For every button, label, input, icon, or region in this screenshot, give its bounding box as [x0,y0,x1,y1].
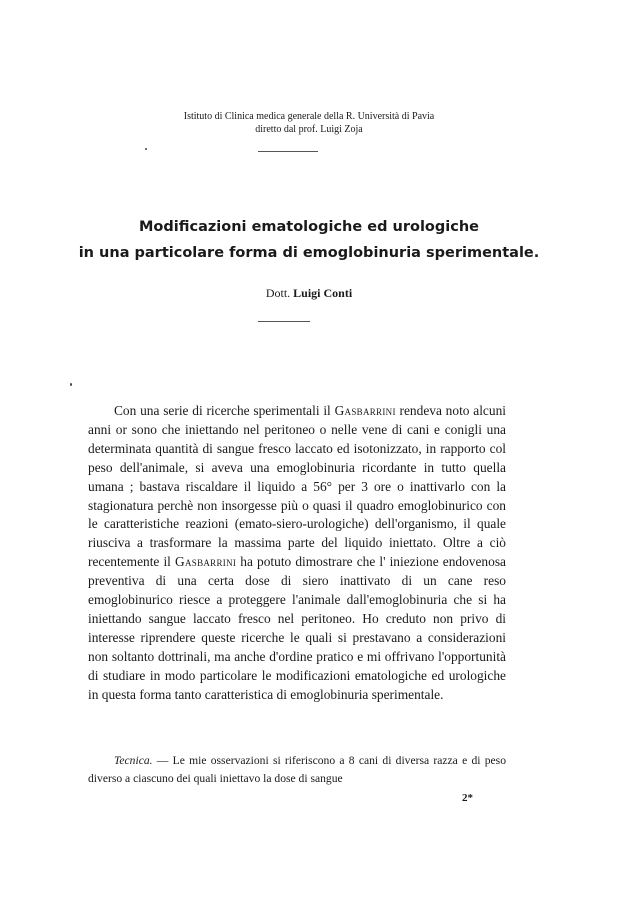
section-text: — Le mie osservazioni si riferiscono a 8 cani di diversa razza e di peso diverso a ciascuno dei quali iniettavo la dose di sangue [88,754,506,785]
signature-mark: 2* [462,792,473,804]
section-label: Tecnica. [114,754,153,767]
institution-line: Istituto di Clinica medica generale della R. Università di Pavia [183,111,435,122]
paragraph-text: ha potuto dimostrare che l' iniezione endovenosa preventiva di una certa dose di siero inattivato di un cane reso emoglobinurico riesce a proteggere l'animale dall'emoglobinuria che si ha iniettando sangue laccato fresco nel peritoneo. Ho creduto non privo di interesse riprendere queste ricerche le quali si prestavano a considerazioni non soltanto dottrinali, ma anche d'ordine pratico e mi offrivano l'opportunità di studiare in modo particolare le modificazioni ematologiche ed urologiche in questa forma tanto caratteristica di emoglobinuria sperimentale. [88,554,506,702]
paragraph-1 [88,402,506,705]
title-line-2: in una particolare forma di emoglobinuria sperimentale. [78,245,540,261]
paragraph-text: rendeva noto alcuni anni or sono che iniettando nel peritoneo o nelle vene di cani e conigli una determinata quantità di sangue fresco laccato ed isotonizzato, in rapporto col peso dell'animale, si aveva una emoglobinuria ricordante in tutto quella umana ; bastava riscaldare il liquido a 56° per 3 ore o inattivarlo con la stagionatura perchè non insorgesse più o quasi il quadro emoglobinurico con le caratteristiche reazioni (emato-siero-urologiche) dell'organismo, il quale riusciva a trasformare la massima parte del liquido iniettato. Oltre a ciò recentemente il [88,403,506,570]
ink-speck [70,383,72,386]
tecnica-paragraph [88,752,506,787]
header-divider [258,151,318,152]
author-citation: Gasbarrini [334,403,396,418]
author-line [0,286,618,301]
director-line: diretto dal prof. Luigi Zoja [255,124,363,135]
author-prefix: Dott. [265,286,291,300]
author-divider [258,321,310,322]
author-name: Luigi Conti [293,286,353,300]
paragraph-text: Con una serie di ricerche sperimentali il [114,403,335,418]
author-citation: Gasbarrini [175,554,237,570]
title-line-1: Modificazioni ematologiche ed urologiche [138,219,479,235]
ink-speck [145,148,147,150]
main-paragraph [88,402,506,705]
article-title [0,214,618,266]
institution-header [0,110,618,136]
